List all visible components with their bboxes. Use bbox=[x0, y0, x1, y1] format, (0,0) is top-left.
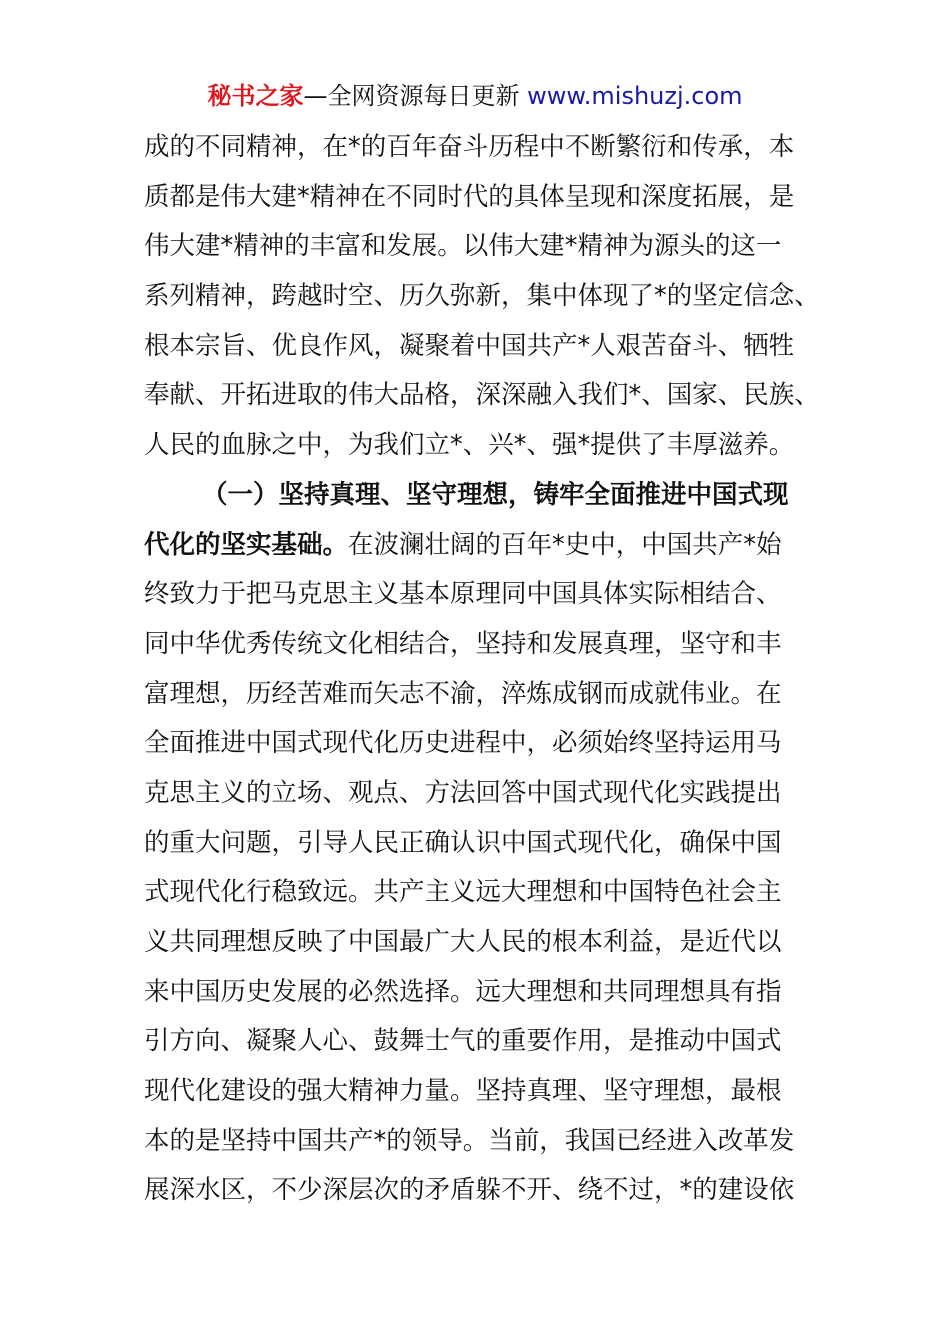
text-line: 本的是坚持中国共产*的领导。当前，我国已经进入改革发 bbox=[144, 1125, 795, 1156]
brand-name: 秘书之家 bbox=[207, 82, 304, 110]
text-line: 人民的血脉之中，为我们立*、兴*、强*提供了丰厚滋养。 bbox=[144, 430, 795, 461]
text-line: 现代化建设的强大精神力量。坚持真理、坚守理想，最根 bbox=[144, 1076, 782, 1107]
text-line: 引方向、凝聚人心、鼓舞士气的重要作用，是推动中国式 bbox=[144, 1026, 782, 1057]
text-line: 成的不同精神，在*的百年奋斗历程中不断繁衍和传承，本 bbox=[144, 132, 795, 162]
text-line: 伟大建*精神的丰富和发展。以伟大建*精神为源头的这一 bbox=[144, 231, 782, 262]
text-line: 奉献、开拓进取的伟大品格，深深融入我们*、国家、民族、 bbox=[144, 380, 820, 411]
page-header bbox=[0, 80, 950, 112]
text-line: 质都是伟大建*精神在不同时代的具体呈现和深度拓展，是 bbox=[144, 181, 795, 212]
text-line: 富理想，历经苦难而矢志不渝，淬炼成钢而成就伟业。在 bbox=[144, 678, 782, 709]
text-line: 系列精神，跨越时空、历久弥新，集中体现了*的坚定信念、 bbox=[144, 281, 820, 312]
text-line: 全面推进中国式现代化历史进程中，必须始终坚持运用马 bbox=[144, 728, 782, 759]
text-line: 展深水区，不少深层次的矛盾躲不开、绕不过，*的建设依 bbox=[144, 1175, 795, 1206]
text-line: 义共同理想反映了中国最广大人民的根本利益，是近代以 bbox=[144, 927, 782, 957]
text-line: 代化的坚实基础。在波澜壮阔的百年*史中，中国共产*始 bbox=[144, 529, 782, 560]
website-link[interactable]: www.mishuzj.com bbox=[527, 82, 743, 110]
section-heading: （一）坚持真理、坚守理想，铸牢全面推进中国式现 bbox=[202, 479, 789, 510]
text-line: 来中国历史发展的必然选择。远大理想和共同理想具有指 bbox=[144, 976, 782, 1007]
text-line: 根本宗旨、优良作风，凝聚着中国共产*人艰苦奋斗、牺牲 bbox=[144, 330, 795, 361]
header-tagline: —全网资源每日更新 bbox=[303, 82, 528, 110]
text-line: 克思主义的立场、观点、方法回答中国式现代化实践提出 bbox=[144, 777, 782, 808]
text-line: 式现代化行稳致远。共产主义远大理想和中国特色社会主 bbox=[144, 877, 782, 908]
document-body bbox=[144, 123, 820, 1216]
text-line: 同中华优秀传统文化相结合，坚持和发展真理，坚守和丰 bbox=[144, 628, 782, 659]
text-line: 终致力于把马克思主义基本原理同中国具体实际相结合、 bbox=[144, 579, 782, 610]
text-line: 的重大问题，引导人民正确认识中国式现代化，确保中国 bbox=[144, 827, 782, 858]
